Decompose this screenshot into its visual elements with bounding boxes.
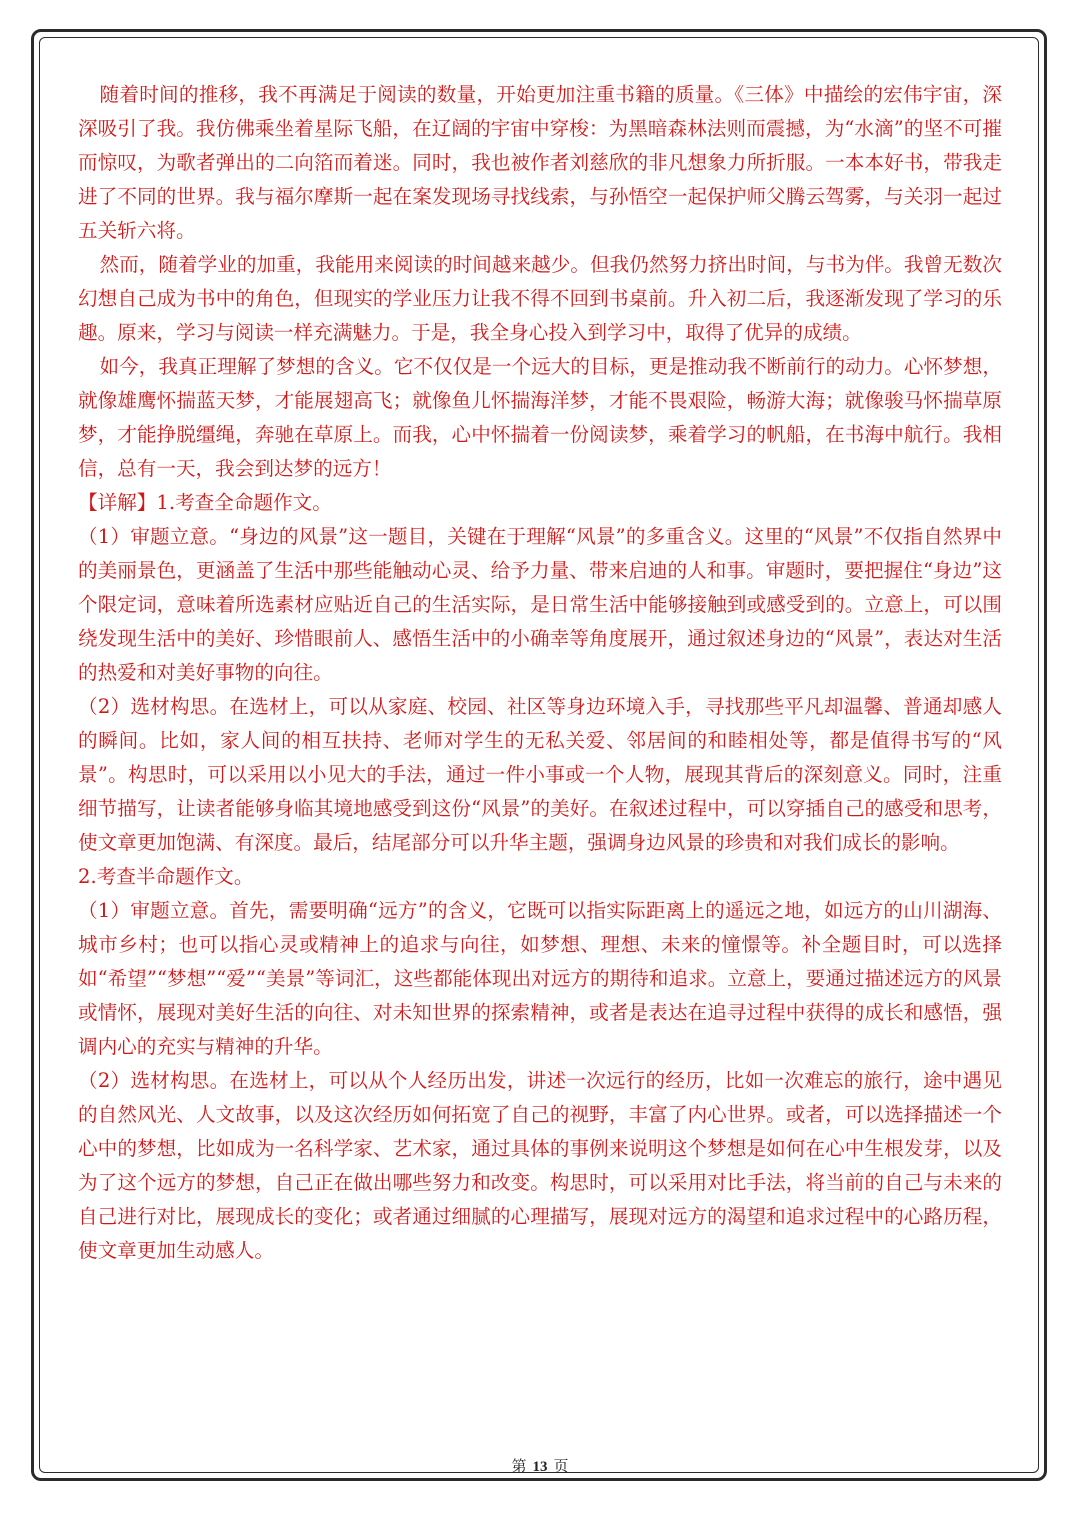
page-number: [0, 1455, 1080, 1476]
analysis-heading-2: 2.考查半命题作文。: [78, 865, 254, 888]
page-number-value: 13: [532, 1459, 548, 1475]
analysis-item-2-2: （2）选材构思。在选材上，可以从个人经历出发，讲述一次远行的经历，比如一次难忘的旅行，途中遇见的自然风光、人文故事，以及这次经历如何拓宽了自己的视野，丰富了内心世界。或者，可以选择描述一个心中的梦想，比如成为一名科学家、艺术家，通过具体的事例来说明这个梦想是如何在心中生根发芽，以及为了这个远方的梦想，自己正在做出哪些努力和改变。构思时，可以采用对比手法，将当前的自己与未来的自己进行对比，展现成长的变化；或者通过细腻的心理描写，展现对远方的渴望和追求过程中的心路历程，使文章更加生动感人。: [78, 1069, 1002, 1262]
analysis-item-2-1: （1）审题立意。首先，需要明确“远方”的含义，它既可以指实际距离上的遥远之地，如远方的山川湖海、城市乡村；也可以指心灵或精神上的追求与向往，如梦想、理想、未来的憧憬等。补全题目时，可以选择如“希望”“梦想”“爱”“美景”等词汇，这些都能体现出对远方的期待和追求。立意上，要通过描述远方的风景或情怀，展现对美好生活的向往、对未知世界的探索精神，或者是表达在追寻过程中获得的成长和感悟，强调内心的充实与精神的升华。: [78, 899, 1002, 1058]
page-number-prefix: 第: [511, 1457, 527, 1475]
essay-paragraph-3: 如今，我真正理解了梦想的含义。它不仅仅是一个远大的目标，更是推动我不断前行的动力。心怀梦想，就像雄鹰怀揣蓝天梦，才能展翅高飞；就像鱼儿怀揣海洋梦，才能不畏艰险，畅游大海；就像骏马怀揣草原梦，才能挣脱缰绳，奔驰在草原上。而我，心中怀揣着一份阅读梦，乘着学习的帆船，在书海中航行。我相信，总有一天，我会到达梦的远方！: [78, 355, 1002, 480]
essay-paragraph-2: 然而，随着学业的加重，我能用来阅读的时间越来越少。但我仍然努力挤出时间，与书为伴。我曾无数次幻想自己成为书中的角色，但现实的学业压力让我不得不回到书桌前。升入初二后，我逐渐发现了学习的乐趣。原来，学习与阅读一样充满魅力。于是，我全身心投入到学习中，取得了优异的成绩。: [78, 253, 1002, 344]
analysis-heading-1: 【详解】1.考查全命题作文。: [78, 491, 332, 514]
document-body: [78, 78, 1002, 1268]
analysis-item-1-1: （1）审题立意。“身边的风景”这一题目，关键在于理解“风景”的多重含义。这里的“风景”不仅指自然界中的美丽景色，更涵盖了生活中那些能触动心灵、给予力量、带来启迪的人和事。审题时，要把握住“身边”这个限定词，意味着所选素材应贴近自己的生活实际，是日常生活中能够接触到或感受到的。立意上，可以围绕发现生活中的美好、珍惜眼前人、感悟生活中的小确幸等角度展开，通过叙述身边的“风景”，表达对生活的热爱和对美好事物的向往。: [78, 525, 1002, 684]
page-number-suffix: 页: [553, 1457, 569, 1475]
essay-paragraph-1: 随着时间的推移，我不再满足于阅读的数量，开始更加注重书籍的质量。《三体》中描绘的宏伟宇宙，深深吸引了我。我仿佛乘坐着星际飞船，在辽阔的宇宙中穿梭：为黑暗森林法则而震撼，为“水滴”的坚不可摧而惊叹，为歌者弹出的二向箔而着迷。同时，我也被作者刘慈欣的非凡想象力所折服。一本本好书，带我走进了不同的世界。我与福尔摩斯一起在案发现场寻找线索，与孙悟空一起保护师父腾云驾雾，与关羽一起过五关斩六将。: [78, 83, 1002, 242]
analysis-item-1-2: （2）选材构思。在选材上，可以从家庭、校园、社区等身边环境入手，寻找那些平凡却温馨、普通却感人的瞬间。比如，家人间的相互扶持、老师对学生的无私关爱、邻居间的和睦相处等，都是值得书写的“风景”。构思时，可以采用以小见大的手法，通过一件小事或一个人物，展现其背后的深刻意义。同时，注重细节描写，让读者能够身临其境地感受到这份“风景”的美好。在叙述过程中，可以穿插自己的感受和思考，使文章更加饱满、有深度。最后，结尾部分可以升华主题，强调身边风景的珍贵和对我们成长的影响。: [78, 695, 1002, 854]
